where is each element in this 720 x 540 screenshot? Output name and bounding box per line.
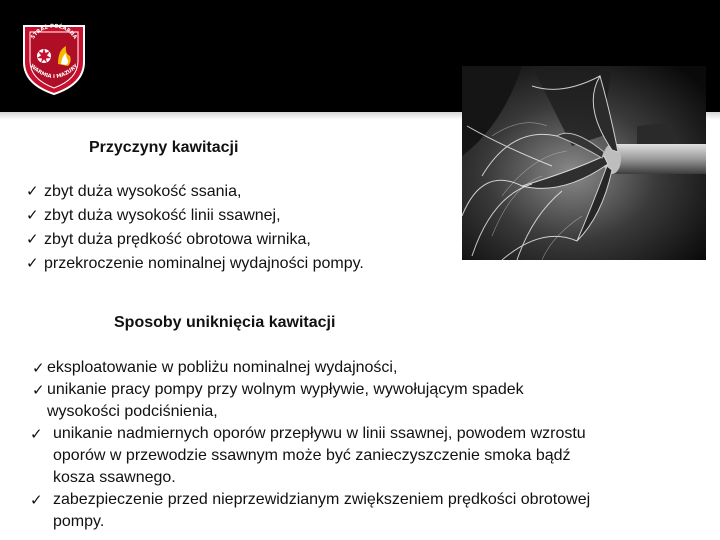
checkmark-icon: ✓: [30, 425, 43, 443]
checkmark-icon: ✓: [26, 230, 39, 248]
list-item-text: unikanie nadmiernych oporów przepływu w linii ssawnej, powodem wzrostu oporów w przewodzie ssawnym może być zanieczyszczenie smoka bądź kosza ssawnego.: [53, 425, 586, 486]
list-item-text: unikanie pracy pompy przy wolnym wypływie, wywołującym spadek wysokości podciśnienia,: [47, 381, 524, 420]
causes-list: [26, 180, 446, 276]
logo-top-text: STRAŻ POŻARNA: [30, 23, 78, 41]
list-item-text: zbyt duża prędkość obrotowa wirnika,: [44, 231, 311, 248]
checkmark-icon: ✓: [26, 206, 39, 224]
list-item: [26, 204, 446, 228]
list-item: [30, 489, 593, 533]
checkmark-icon: ✓: [26, 182, 39, 200]
propeller-cavitation-photo: [462, 66, 706, 260]
checkmark-icon: ✓: [32, 359, 45, 377]
list-item-text: przekroczenie nominalnej wydajności pompy.: [44, 255, 364, 272]
list-item-text: zbyt duża wysokość ssania,: [44, 183, 242, 200]
list-item: [26, 252, 446, 276]
list-item: [30, 423, 613, 489]
logo-bottom-text: WARMIA I MAZURY: [28, 63, 80, 81]
checkmark-icon: ✓: [26, 254, 39, 272]
checkmark-icon: ✓: [30, 491, 43, 509]
list-item: [26, 228, 446, 252]
list-item: [34, 379, 594, 423]
list-item-text: zabezpieczenie przed nieprzewidzianym zwiększeniem prędkości obrotowej pompy.: [53, 491, 591, 530]
fire-brigade-emblem-icon: [18, 18, 90, 96]
prevention-heading: Sposoby uniknięcia kawitacji: [114, 314, 336, 331]
list-item-text: zbyt duża wysokość linii ssawnej,: [44, 207, 281, 224]
list-item: [26, 180, 446, 204]
list-item-text: eksploatowanie w pobliżu nominalnej wydajności,: [47, 359, 398, 376]
list-item: [34, 357, 624, 379]
prevention-list: [30, 357, 624, 533]
checkmark-icon: ✓: [32, 381, 45, 399]
causes-heading: Przyczyny kawitacji: [89, 139, 239, 156]
